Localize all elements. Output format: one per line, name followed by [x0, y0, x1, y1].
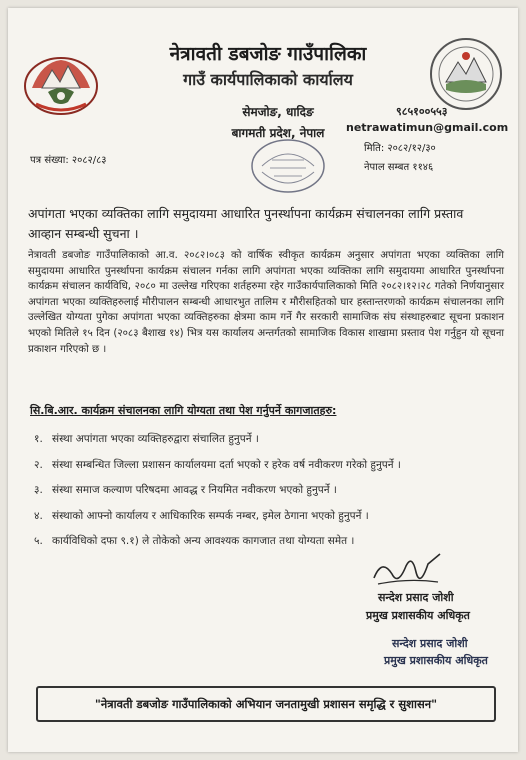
list-item	[34, 508, 504, 534]
slogan-box	[36, 686, 496, 722]
reference-number: पत्र संख्या: २०८२/८३	[30, 155, 107, 166]
list-item-text: संस्था अपांगता भएका व्यक्तिहरुद्वारा संचालित हुनुपर्ने ।	[52, 433, 259, 445]
list-item-text: संस्था समाज कल्याण परिषदमा आवद्ध र नियमित नवीकरण भएको हुनुपर्ने ।	[52, 484, 337, 496]
address-line-2: बागमती प्रदेश, नेपाल	[231, 126, 325, 140]
list-item	[34, 457, 504, 483]
signatory-stamp-title: प्रमुख प्रशासकीय अधिकृत	[384, 654, 488, 667]
list-item-text: संस्थाको आफ्नो कार्यालय र आधिकारिक सम्पर्क नम्बर, इमेल ठेगाना भएको हुनुपर्ने ।	[52, 509, 369, 522]
requirements-list	[34, 431, 504, 559]
issue-date: मिति: २०८२/१२/३०	[364, 143, 436, 154]
requirements-heading: सि.बि.आर. कार्यक्रम संचालनका लागि योग्यता तथा पेश गर्नुपर्ने कागजातहरु:	[30, 404, 337, 417]
signatory-title: प्रमुख प्रशासकीय अधिकृत	[366, 609, 470, 622]
notice-body: नेत्रावती डबजोङ गाउँपालिकाको आ.व. २०८२।०८३ को वार्षिक स्वीकृत कार्यक्रम अनुसार अपांगता भएका व्यक्तिका लागि समुदायमा आधारित पुनर्स्थापना कार्यक्रम संचालन गर्नका लागि अपांगता भएका व्यक्तिका लागि समुदायमा आधारित पुनर्स्थापना कार्यक्रम संचालन कार्यविधि, २०८० मा उल्लेख गरिएका शर्तहरुमा रहेर गाउँकार्यपालिकाको मिति २०८२।१२।२८ गतेको निर्णयानुसार अपांगता भएका व्यक्तिहरुलाई मौरीपालन सम्बन्धी आधारभुत तालिम र मौरीसहितको घार हस्तान्तरणको कार्यक्रम संचालनका लागि उल्लेखित योग्यता पुगेका अपांगता भएका व्यक्तिहरुका क्षेत्रमा काम गर्ने गैर सरकारी सामाजिक संघ संस्थाहरुबाट सूचना प्रकाशन भएको मितिले १५ दिन (२०८३ बैशाख १४) भित्र यस कार्यालय अन्तर्गतको सामाजिक विकास शाखामा प्रस्ताव पेश गर्नुहुन यो सूचना प्रकाशन गरिएको छ ।	[28, 250, 504, 355]
notice-subject: अपांगता भएका व्यक्तिका लागि समुदायमा आधारित पुनर्स्थापना कार्यक्रम संचालनका लागि प्रस्ताव आव्हान सम्बन्धी सुचना ।	[28, 206, 464, 241]
signatory-stamp-name: सन्देश प्रसाद जोशी	[392, 637, 468, 650]
nepal-era-year: नेपाल सम्बत ११४६	[364, 162, 434, 173]
nepal-emblem-icon	[22, 48, 100, 116]
municipality-logo-icon	[428, 36, 504, 112]
signatory-name: सन्देश प्रसाद जोशी	[378, 591, 454, 604]
list-item-number: २.	[34, 458, 43, 471]
office-stamp-icon	[248, 136, 328, 196]
list-item-text: संस्था सम्बन्धित जिल्ला प्रशासन कार्यालयमा दर्ता भएको र हरेक वर्ष नवीकरण गरेको हुनुपर्ने ।	[52, 458, 401, 471]
list-item-number: ३.	[34, 484, 43, 496]
email-address: netrawatimun@gmail.com	[346, 121, 509, 134]
list-item	[34, 482, 504, 508]
signature-icon	[368, 548, 448, 594]
list-item-text: कार्यविधिको दफा ९.१) ले तोकेको अन्य आवश्यक कागजात तथा योग्यता समेत ।	[52, 535, 355, 547]
address-line-1: सेमजोङ, धादिङ	[242, 105, 314, 119]
list-item-number: १.	[34, 433, 43, 445]
office-name: नेत्रावती डबजोङ गाउँपालिका	[169, 43, 367, 65]
notice-document	[8, 8, 518, 752]
phone-number: ९८५१००५५३	[396, 105, 448, 118]
slogan-text: "नेत्रावती डबजोङ गाउँपालिकाको अभियान जनतामुखी प्रशासन समृद्धि र सुशासन"	[94, 696, 438, 711]
list-item	[34, 431, 504, 457]
list-item-number: ४.	[34, 509, 43, 522]
office-subtitle: गाउँ कार्यपालिकाको कार्यालय	[183, 70, 353, 89]
list-item-number: ५.	[34, 535, 43, 547]
